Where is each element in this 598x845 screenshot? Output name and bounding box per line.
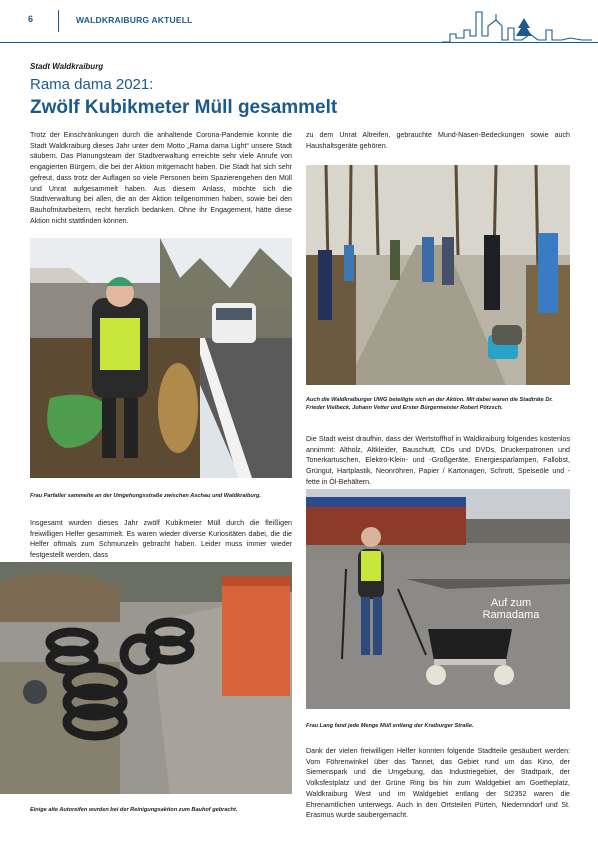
paragraph-wertstoffhof: Die Stadt weist draufhin, dass der Wertstoffhof in Waldkraiburg folgendes kostenlos annimmt: Altholz, Altkleider, Bauschutt, CDs und DVDs, Druckerpatronen und Tonerkartuschen, Elektro-Klein- und -Großgeräte, Energiesparlampen, Fallobst, Grüngut, Hartplastik, Neonröhren, Papier / Kartonagen, Schrott, Speiseöle und -fette in Öl-Behältern. — [306, 435, 570, 486]
intro-paragraph: Trotz der Einschränkungen durch die anhaltende Corona-Pandemie konnte die Stadt Waldkraiburg dieses Jahr unter dem Motto „Rama dama Light“ unsere Stadt säubern. Das Planungsteam der Stadtverwaltung erreichte sehr viele Anrufe von engagierten Bürgern, die bei der Aktion mitgemacht haben. Die Stadt hat sich sehr gefreut, dass trotz der Auflagen so viele Personen beim Spazierengehen den Müll und Unrat aufgesammelt haben. Aus diesem Anlass, möchte sich die Stadtverwaltung bei allen, die an der Aktion teilgenommen haben, sowie bei den Bauhofmitarbeitern, recht herzlich bedanken. Ohne ihr Engagement, hätte diese Aktion nicht stattfinden können. — [30, 131, 292, 225]
photo-uwg-group — [306, 165, 570, 385]
page-number: 6 — [28, 14, 34, 24]
paragraph-final: Dank der vielen freiwilligen Helfer konnten folgende Stadtteile gesäubert werden: Vom Föhrenwinkel über das Tannet, das Gebiet rund um das Kino, der Siemenspark und die Umgebung, das Industriegebiet, der Stadtpark, der Volksfestplatz und der Grüne Ring bis hin zum Waldgebiet am Goetheplatz, Waldkraiburg West und im Waldgebiet entlang der St2352 waren die Ehrenamtlichen unterwegs. Auch in den Ortsteilen Pürten, Niedernndorf und St. Erasmus wurde saubergemacht. — [306, 747, 570, 820]
article-kicker: Stadt Waldkraiburg — [30, 62, 104, 71]
caption-woman-bags: Frau Parfaller sammelte an der Umgehungsstraße zwischen Aschau und Waldkraiburg. — [30, 493, 261, 499]
photo-woman-with-trash-bags — [30, 238, 292, 478]
paragraph-col2-top: zu dem Unrat Altreifen, gebrauchte Mund-Nasen-Bedeckungen sowie auch Haushaltsgeräte gehören. — [306, 131, 570, 150]
town-skyline-icon — [442, 10, 592, 44]
caption-group: Auch die Waldkraiburger UWG beteiligte sich an der Aktion. Mit dabei waren die Stadträte Dr. Frieder Vielbeck, Johann Vetter und Erster Bürgermeister Robert Pötzsch. — [306, 397, 553, 411]
header-rule — [0, 42, 598, 43]
photo-old-tires — [0, 562, 292, 794]
photo-overlay-text: Auf zum Ramadama — [482, 597, 540, 621]
article-title-line2: Zwölf Kubikmeter Müll gesammelt — [30, 97, 338, 118]
photo-woman-with-cart — [306, 489, 570, 709]
caption-cart: Frau Lang fand jede Menge Müll entlang der Kraiburger Straße. — [306, 723, 474, 729]
article-title-line1: Rama dama 2021: — [30, 76, 154, 93]
publication-title: WALDKRAIBURG AKTUELL — [76, 15, 193, 25]
paragraph-totals: Insgesamt wurden dieses Jahr zwölf Kubikmeter Müll durch die fleißigen freiwilligen Helfer gesammelt. Es waren wieder diverse Kuriositäten dabei, die die Helfer oftmals zum Schmunzeln gebracht haben. Leider muss immer wieder festgestellt werden, dass — [30, 519, 292, 560]
page-header — [0, 0, 598, 46]
caption-tires: Einige alte Autoreifen wurden bei der Reinigungsaktion zum Bauhof gebracht. — [30, 807, 238, 813]
header-divider — [58, 10, 59, 32]
